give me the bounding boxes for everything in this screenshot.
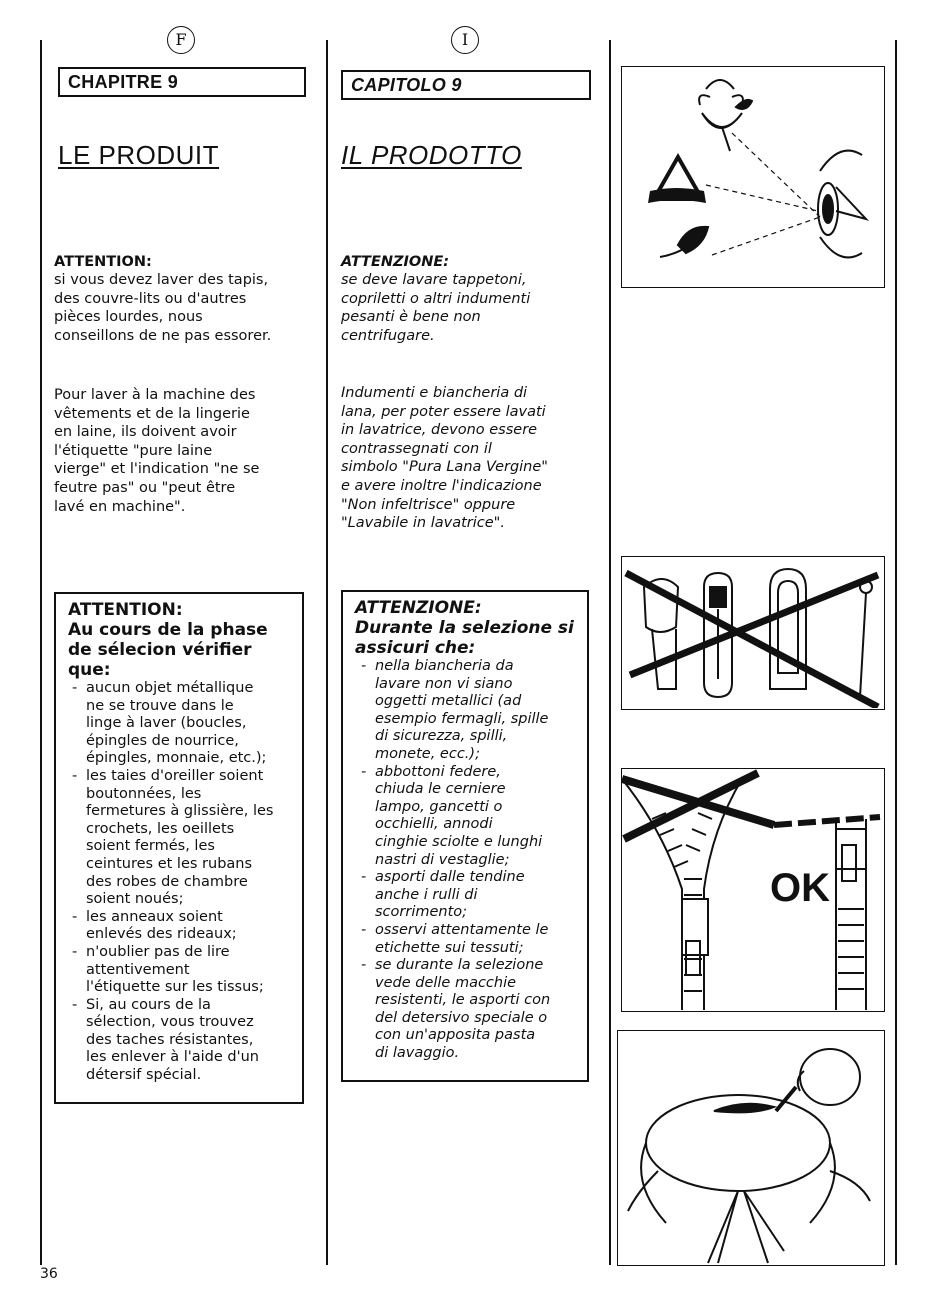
checklist-item-french: - les taies d'oreiller soient boutonnées, les fermetures à glissière, les crochets, les oeillets soient fermés, les ceintures et les rubans des robes de chambre soient noués; [70,768,296,909]
page-number: 36 [40,1266,58,1282]
eye-icon [818,151,866,258]
stain-treatment-icon [628,1049,870,1263]
attention-text-italian: se deve lavare tappetoni, copriletti o altri indumenti pesanti è bene non centrifugare. [341,272,531,344]
no-metal-objects-illustration [621,556,885,710]
checklist-item-italian: - nella biancheria da lavare non vi siano oggetti metallici (ad esempio fermagli, spille di sicurezza, spilli, monete, ecc.); [359,658,581,764]
attention-note-french [54,234,316,346]
column-rule-middle [326,40,328,1265]
zipper-illustration [621,768,885,1012]
attention-label-french: ATTENTION: [54,253,152,270]
wool-label-illustration [621,66,885,288]
stain-treatment-illustration [617,1030,885,1266]
checklist-item-french: - les anneaux soient enlevés des rideaux; [70,909,296,944]
attention-text-french: si vous devez laver des tapis, des couvre-lits ou d'autres pièces lourdes, nous conseillons de ne pas essorer. [54,272,272,344]
chapter-heading-french: CHAPITRE 9 [58,67,306,97]
checklist-item-french: - n'oublier pas de lire attentivement l'étiquette sur les tissus; [70,944,296,997]
checklist-item-italian: - asporti dalle tendine anche i rulli di scorrimento; [359,869,581,922]
checklist-item-italian: - se durante la selezione vede delle macchie resistenti, le asporti con del detersivo speciale o con un'apposita pasta di lavaggio. [359,957,581,1063]
checklist-heading-french: ATTENTION: Au cours de la phase de sélecion vérifier que: [68,600,268,680]
language-mark-french: F [167,26,195,54]
zipper-icon [622,773,880,1010]
feather-icon [660,227,708,257]
attention-label-italian: ATTENZIONE: [341,253,450,270]
checklist-item-italian: - osservi attentamente le etichette sui tessuti; [359,922,581,957]
zipper-ok-label: OK [770,866,830,910]
language-mark-italian: I [451,26,479,54]
column-rule-far-right [895,40,897,1265]
selection-checklist-italian [341,590,589,1082]
page-title-french: LE PRODUIT [58,140,220,170]
crossed-metal-objects-icon [626,569,878,707]
attention-note-italian [341,234,603,346]
selection-checklist-french [54,592,304,1104]
chapter-heading-italian: CAPITOLO 9 [341,70,591,100]
cotton-flower-icon [699,80,752,151]
checklist-item-french: - Si, au cours de la sélection, vous trouvez des taches résistantes, les enlever à l'aide d'un détersif spécial. [70,997,296,1085]
wool-paragraph-italian: Indumenti e biancheria di lana, per poter essere lavati in lavatrice, devono essere contrassegnati con il simbolo "Pura Lana Vergine" e avere inoltre l'indicazione "Non infeltrisce" oppure "Lavabile in lavatrice". [341,385,548,532]
column-rule-right [609,40,611,1265]
checklist-heading-italian: ATTENZIONE: Durante la selezione si assicuri che: [355,598,574,658]
checklist-item-italian: - abbottoni federe, chiuda le cerniere lampo, gancetti o occhielli, annodi cinghie sciolte e lunghi nastri di vestaglie; [359,764,581,870]
checklist-italian [359,658,581,1063]
sight-lines [706,133,820,255]
checklist-item-french: - aucun objet métallique ne se trouve dans le linge à laver (boucles, épingles de nourrice, épingles, monnaie, etc.); [70,680,296,768]
wool-triangle-icon [648,157,706,203]
checklist-french [70,680,296,1085]
column-rule-left [40,40,42,1265]
wool-paragraph-french: Pour laver à la machine des vêtements et de la lingerie en laine, ils doivent avoir l'étiquette "pure laine vierge" et l'indication "ne se feutre pas" ou "peut être lavé en machine". [54,387,260,515]
page-title-italian: IL PRODOTTO [341,140,522,170]
